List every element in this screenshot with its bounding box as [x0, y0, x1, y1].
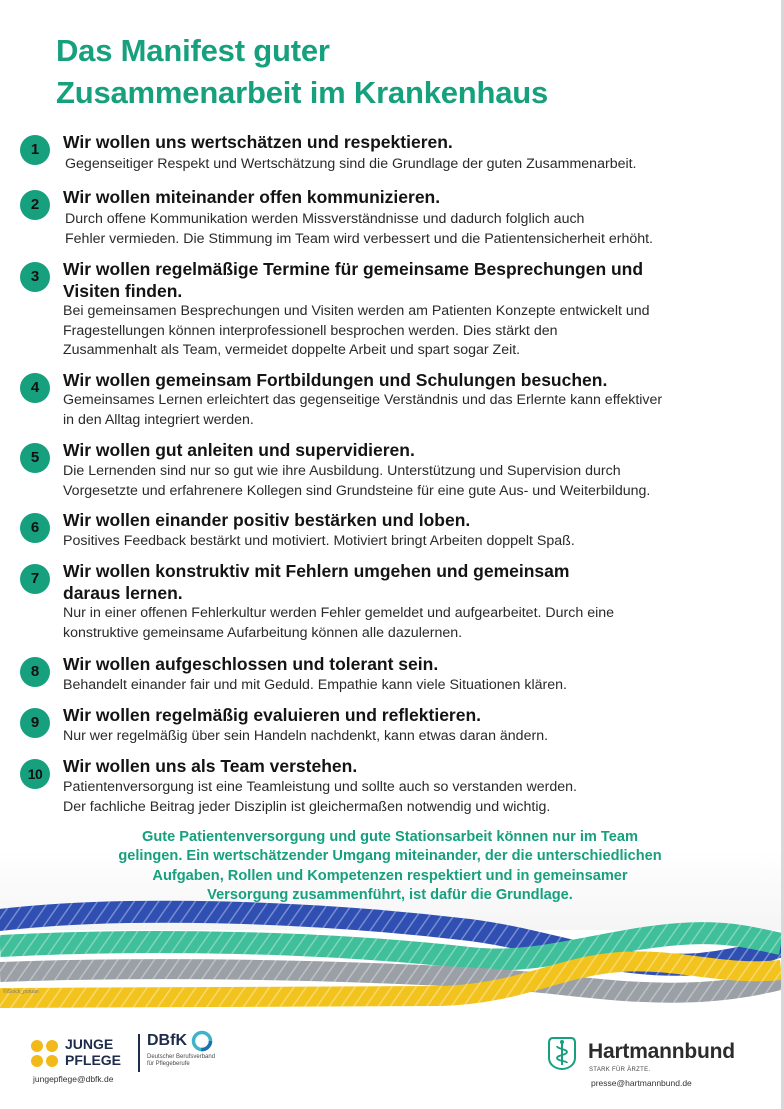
item-number-badge: 4	[20, 373, 50, 403]
title-line-2: Zusammenarbeit im Krankenhaus	[56, 75, 549, 110]
item-number-badge: 1	[20, 135, 50, 165]
heading-line: Wir wollen uns wertschätzen und respektieren.	[63, 132, 453, 152]
logo-divider	[138, 1034, 140, 1072]
hartmannbund-logo	[547, 1034, 767, 1098]
item-number-badge: 7	[20, 564, 50, 594]
item-heading	[63, 258, 723, 302]
heading-line: Wir wollen gut anleiten und supervidieren.	[63, 440, 415, 460]
heading-line: Wir wollen miteinander offen kommunizieren.	[63, 187, 441, 207]
text-line: Positives Feedback bestärkt und motiviert. Motiviert bringt Arbeiten doppelt Spaß.	[63, 533, 575, 549]
text-line: konstruktive gemeinsame Aufarbeitung können alle dazulernen.	[63, 624, 463, 641]
text-line: Behandelt einander fair und mit Geduld. Empathie kann viele Situationen klären.	[63, 677, 567, 693]
text-line: Nur wer regelmäßig über sein Handeln nachdenkt, kann etwas daran ändern.	[63, 728, 549, 744]
heading-line: Wir wollen aufgeschlossen und tolerant sein.	[63, 654, 439, 674]
four-dots-logo-icon	[31, 1040, 59, 1068]
junge-pflege-logo	[31, 1036, 131, 1072]
item-text	[63, 462, 753, 501]
heading-line: Wir wollen einander positiv bestärken und loben.	[63, 510, 471, 530]
closing-line: Versorgung zusammenführt, ist dafür die Grundlage.	[207, 887, 573, 904]
text-line: in den Alltag integriert werden.	[63, 411, 254, 428]
item-text	[63, 302, 753, 361]
closing-line: Gute Patientenversorgung und gute Stationsarbeit können nur im Team	[142, 829, 638, 845]
heading-line: Wir wollen uns als Team verstehen.	[63, 756, 358, 776]
text-line: Vorgesetzte und erfahrenere Kollegen sind Grundsteine für eine gute Aus- und Weiterbildung.	[63, 482, 651, 499]
item-heading	[63, 509, 723, 531]
item-text	[63, 391, 753, 430]
closing-line: Aufgaben, Rollen und Kompetenzen respektiert und in gemeinsamer	[152, 867, 628, 884]
item-number-badge: 5	[20, 443, 50, 473]
item-text	[63, 676, 753, 696]
item-text	[63, 532, 753, 552]
heading-line: Visiten finden.	[63, 281, 183, 301]
item-text	[65, 210, 755, 249]
item-heading	[63, 369, 723, 391]
hartmannbund-wordmark: Hartmannbund	[588, 1040, 735, 1063]
dbfk-subtitle: Deutscher Berufsverband für Pflegeberufe	[147, 1054, 216, 1067]
dbfk-logo	[147, 1032, 257, 1076]
text-line: Gemeinsames Lernen erleichtert das gegenseitige Verständnis und das Erlernte kann effektiver	[63, 392, 663, 408]
item-text	[63, 727, 753, 747]
item-number-badge: 2	[20, 190, 50, 220]
ring-logo-icon	[191, 1030, 213, 1052]
item-heading	[63, 131, 723, 153]
text-line: Zusammenhalt als Team, vermeidet doppelte Arbeit und spart sogar Zeit.	[63, 342, 521, 358]
wordmark-line: JUNGE	[65, 1036, 114, 1052]
text-line: Durch offene Kommunikation werden Missverständnisse und dadurch folglich auch	[65, 211, 585, 227]
item-heading	[63, 439, 723, 461]
junge-pflege-email: jungepflege@dbfk.de	[33, 1074, 114, 1084]
hartmannbund-email: presse@hartmannbund.de	[591, 1078, 692, 1088]
text-line: Fragestellungen können interprofessionell besprochen werden. Dies stärkt den	[63, 322, 558, 339]
image-credit: ©iStock_puruan	[3, 989, 39, 995]
text-line: Gegenseitiger Respekt und Wertschätzung sind die Grundlage der guten Zusammenarbeit.	[65, 156, 637, 172]
caduceus-icon	[547, 1036, 577, 1070]
footer	[0, 1018, 781, 1109]
wordmark-line: PFLEGE	[65, 1052, 122, 1068]
text-line: Die Lernenden sind nur so gut wie ihre Ausbildung. Unterstützung und Supervision durch	[63, 463, 621, 479]
item-text	[63, 778, 753, 817]
item-heading	[63, 653, 723, 675]
text-line: Nur in einer offenen Fehlerkultur werden Fehler gemeldet und aufgearbeitet. Durch eine	[63, 605, 615, 621]
text-line: Bei gemeinsamen Besprechungen und Visiten werden am Patienten Konzepte entwickelt und	[63, 303, 650, 319]
item-text	[63, 604, 753, 643]
item-heading	[63, 186, 723, 208]
heading-line: Wir wollen konstruktiv mit Fehlern umgehen und gemeinsam	[63, 561, 570, 581]
heading-line: Wir wollen regelmäßig evaluieren und reflektieren.	[63, 705, 482, 725]
junge-pflege-wordmark	[65, 1036, 121, 1068]
title-line-1: Das Manifest guter	[56, 33, 330, 68]
hartmannbund-tagline: STARK FÜR ÄRZTE.	[589, 1067, 651, 1073]
item-heading	[63, 704, 723, 726]
heading-line: Wir wollen gemeinsam Fortbildungen und Schulungen besuchen.	[63, 370, 608, 390]
item-number-badge: 9	[20, 708, 50, 738]
item-number-badge: 10	[20, 759, 50, 789]
item-text	[65, 155, 755, 175]
text-line: Patientenversorgung ist eine Teamleistung und sollte auch so verstanden werden.	[63, 779, 577, 795]
item-heading	[63, 755, 723, 777]
heading-line: daraus lernen.	[63, 583, 183, 603]
closing-line: gelingen. Ein wertschätzender Umgang miteinander, der die unterschiedlichen	[118, 848, 662, 865]
closing-statement	[40, 828, 740, 906]
dbfk-wordmark: DBfK	[147, 1032, 187, 1049]
item-heading	[63, 560, 723, 604]
item-number-badge: 8	[20, 657, 50, 687]
braided-rope-illustration	[0, 900, 781, 1018]
page-title	[56, 30, 736, 114]
text-line: Fehler vermieden. Die Stimmung im Team wird verbessert und die Patientensicherheit erhöht.	[65, 230, 654, 247]
text-line: Der fachliche Beitrag jeder Disziplin ist gleichermaßen notwendig und wichtig.	[63, 798, 551, 815]
item-number-badge: 3	[20, 262, 50, 292]
heading-line: Wir wollen regelmäßige Termine für gemeinsame Besprechungen und	[63, 259, 644, 279]
item-number-badge: 6	[20, 513, 50, 543]
